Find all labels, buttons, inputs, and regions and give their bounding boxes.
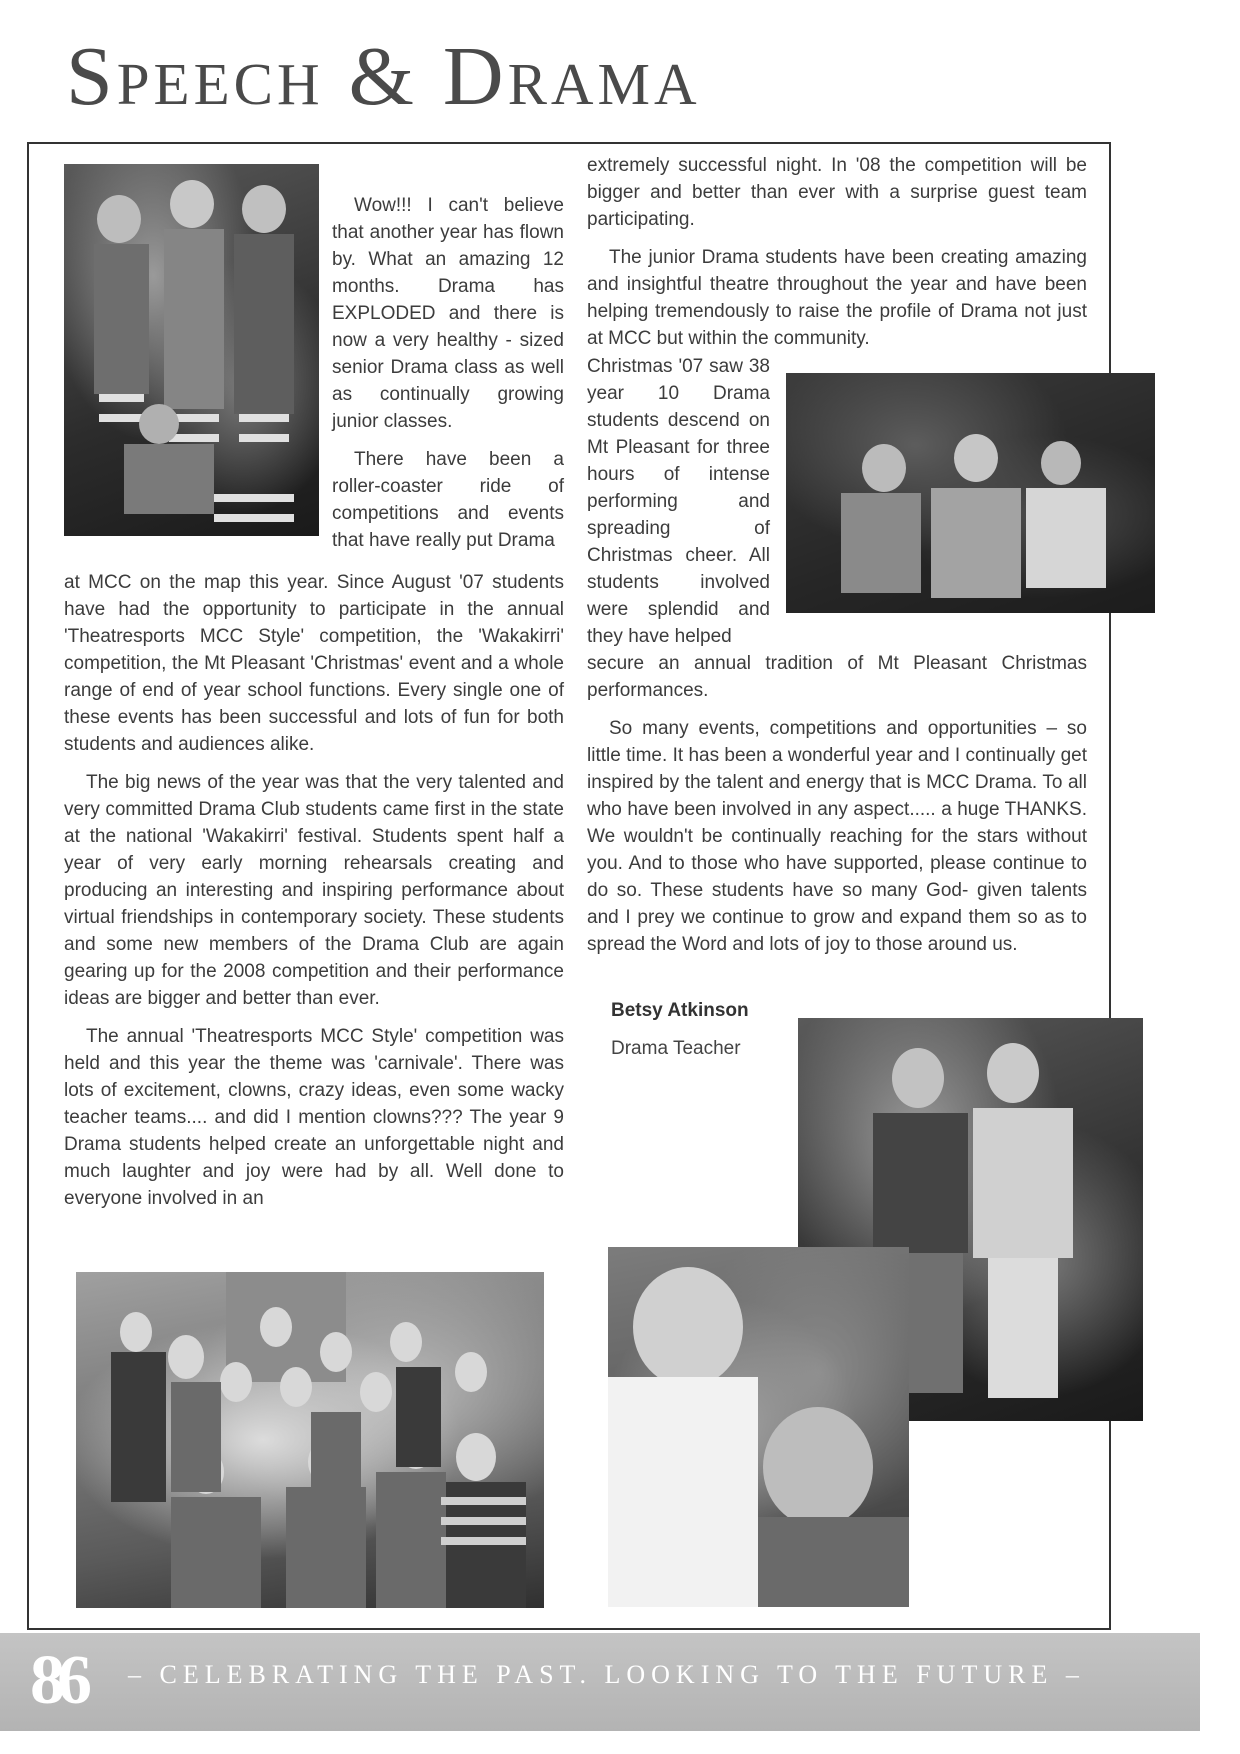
left-column-text (64, 569, 564, 1223)
right-column-top-text (587, 152, 1087, 363)
photo-drama-club-group (76, 1272, 544, 1608)
intro-paragraph: There have been a roller-coaster ride of competitions and events that have really put Drama (332, 449, 564, 551)
intro-paragraph: Wow!!! I can't believe that another year has flown by. What an amazing 12 months. Drama has EXPLODED and there is now a very healthy - sized senior Drama class as well as continually growing junior classes. (332, 195, 564, 432)
body-paragraph: Christmas '07 saw 38 year 10 Drama students descend on Mt Pleasant for three hours of intense performing and spreading of Christmas cheer. All students involved were splendid and they have helped (587, 356, 770, 647)
body-paragraph: The annual 'Theatresports MCC Style' competition was held and this year the theme was 'carnivale'. There was lots of excitement, clowns, crazy ideas, even some wacky teacher teams.... and did I mention clowns??? The year 9 Drama students helped create an unforgettable night and much laughter and joy were had by all. Well done to everyone involved in an (64, 1026, 564, 1209)
photo-christmas-students (786, 373, 1155, 613)
photo-group-figures (76, 1272, 544, 1608)
footer-tagline: – CELEBRATING THE PAST. LOOKING TO THE FUTURE – (128, 1660, 1085, 1689)
photo-students-figures (786, 373, 1155, 613)
intro-text (332, 192, 564, 565)
body-paragraph: at MCC on the map this year. Since August '07 students have had the opportunity to participate in the annual 'Theatresports MCC Style' competition, the 'Wakakirri' competition, the Mt Pleasant 'Christmas' event and a whole range of end of year school functions. Every single one of these events has been successful and lots of fun for both students and audiences alike. (64, 572, 564, 755)
photo-close-up-students (608, 1247, 909, 1607)
page-number: 86 (30, 1642, 84, 1719)
body-paragraph: The junior Drama students have been creating amazing and insightful theatre throughout the year and have been helping tremendously to raise the profile of Drama not just at MCC but within the community. (587, 247, 1087, 349)
right-wrap-text (587, 353, 770, 650)
body-paragraph: The big news of the year was that the very talented and very committed Drama Club students came first in the state at the national 'Wakakirri' festival. Students spent half a year of very early morning rehearsals creating and producing an interesting and inspiring performance about virtual friendships in contemporary society. These students and some new members of the Drama Club are again gearing up for the 2008 competition and their performance ideas are bigger and better than ever. (64, 772, 564, 1009)
author-role: Drama Teacher (611, 1038, 741, 1059)
body-paragraph: extremely successful night. In '08 the competition will be bigger and better than ever with a surprise guest team participating. (587, 155, 1087, 230)
right-column-after-text (587, 650, 1087, 969)
photo-elves (64, 164, 319, 536)
body-paragraph: So many events, competitions and opportunities – so little time. It has been a wonderful year and I continually get inspired by the talent and energy that is MCC Drama. To all who have been involved in any aspect..... a huge THANKS. We wouldn't be continually reaching for the stars without you. And to those who have supported, please continue to do so. These students have so many God- given talents and I prey we continue to grow and expand them so as to spread the Word and lots of joy to those around us. (587, 718, 1087, 955)
page-title: Speech & Drama (66, 30, 701, 123)
author-name: Betsy Atkinson (611, 1000, 749, 1021)
body-paragraph: secure an annual tradition of Mt Pleasant Christmas performances. (587, 653, 1087, 701)
photo-close-up-figures (608, 1247, 909, 1607)
photo-elves-figures (64, 164, 319, 536)
